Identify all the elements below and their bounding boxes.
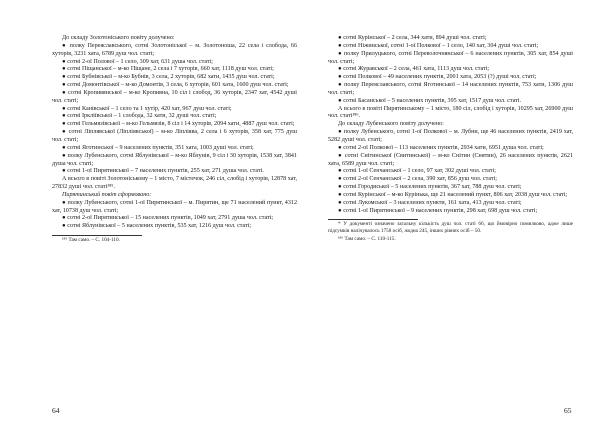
list-item: ● сотні Бубнівської – м-ко Бубнів, 3 села, 2 хуторів, 682 хати, 1435 душ чол. статі; <box>62 74 275 81</box>
section-intro-lubny: До складу Лубенського повіту долучено: <box>338 121 444 128</box>
list-item: ● сотні Ніжинської, сотні 1-ої Полкової – 1 село, 140 хат, 304 душі чол. статі; <box>338 42 539 49</box>
list-item: ● полку Лубенського, сотні Яблунівської – м-ко Яблунів, 9 сіл і 30 хуторів, 1538 хат, 3841 душа чол. статі; <box>52 152 297 167</box>
list-item: ● сотні Басанської – 5 населених пунктів, 395 хат, 1517 душ чол. статі. <box>338 97 522 104</box>
footnote-185: ¹⁸⁵ Там само. – С. 104-110. <box>62 237 120 244</box>
list-item: ● полку Переяславського, сотні Золотоніської – м. Золотоноша, 22 села і слобода, 66 хуторів, 3231 хата, 6789 душ чол. статі; <box>52 42 297 57</box>
summary-zolotonosha: А всього в повіті Золотоніському – 1 місто, 7 містечок, 246 сіл, слобід і хуторів, 12878 хат, 27832 душі чол. статі¹⁸⁵. <box>52 176 297 191</box>
section-intro-pyriatyn: Пирятинський повіт сформовано: <box>62 191 152 198</box>
list-item: ● сотні 2-ої Полкової – 113 населених пунктів, 2934 хати, 6951 душа чол. статі; <box>338 144 544 151</box>
left-page <box>52 35 297 244</box>
list-item: ● сотні Городиської – 5 населених пунктів, 367 хат, 788 душ чол. статі; <box>338 184 522 191</box>
footnote-asterisk: * У документі означено загальну кількість душ чол. статі 66, що ймовірно помилково, адже лише підсумків налічувалось 1758 осіб, жодна 245, інших рівних осіб – 50. <box>328 221 573 234</box>
list-item: ● сотні Домонтівської – м-ко Домонтів, 3 села, 6 хуторів, 601 хата, 1600 душ чол. статі; <box>62 82 289 89</box>
page-number-right: 65 <box>564 406 572 415</box>
footnote-divider <box>52 235 142 236</box>
list-item: ● сотні 1-ої Сенчанської – 1 село, 97 хат, 302 душі чол. статі; <box>338 168 496 175</box>
list-item: ● сотні Яготинської – 9 населених пунктів, 351 хата, 1003 душі чол. статі; <box>62 144 254 151</box>
list-item: ● полку Лубенського, сотні 1-ої Полкової – м. Лубни, ще 46 населених пунктів, 2419 хат, 5282 душі чол. статі; <box>328 129 573 143</box>
summary-pyriatyn: А всього в повіті Пирятинському – 1 місто, 180 сіл, слобід і хуторів, 10295 хат, 26900 душ чол. статі¹⁸⁶. <box>328 105 573 120</box>
list-item: ● сотні 1-ої Пирятинської – 9 населених пунктів, 298 хат, 698 душ чол. статі; <box>338 207 538 214</box>
list-item: ● сотні Курінської – 2 села, 344 хати, 894 душі чол. статі; <box>338 35 487 41</box>
list-item: ● сотні Курінської – м-ко Курінька, ще 21 населений пункт, 806 хат, 2038 душ чол. статі; <box>338 191 568 198</box>
list-item: ● сотні 2-ої Пирятинської – 15 населених пунктів, 1049 хат, 2791 душа чол. статі; <box>62 215 274 222</box>
list-item: ● сотні Канівської – 1 село та 1 хутір, 420 хат, 967 душ чол. статі; <box>62 105 232 112</box>
list-item: ● сотні Снітинської (Свитинської) – м-ко Снітин (Снятин), 26 населених пунктів, 2621 хата, 6589 душ чол. статі; <box>328 152 573 167</box>
footnote-186: ¹⁸⁶ Там само. – С. 110-115. <box>338 235 396 242</box>
list-item: ● сотні Яблунівської – 5 населених пунктів, 535 хат, 1216 душ чол. статі; <box>62 223 252 230</box>
list-item: ● полку Переяславського, сотні Яготинської – 14 населених пунктів, 753 хати, 1306 душ чол. статі; <box>328 82 573 96</box>
list-item: ● сотні Піщанської – м-ко Піщане, 2 села і 7 хуторів, 660 хат, 1118 душ чол. статі; <box>62 66 274 73</box>
list-item: ● сотні 2-ої Сенчанської – 2 села, 390 хат, 856 душ чол. статі; <box>338 176 497 183</box>
list-item: ● полку Прилуцького, сотні Переволочнянської – 6 населених пунктів, 305 хат, 854 душі чол. статі; <box>328 50 573 65</box>
list-item: ● сотні Гельмязівської – м-ко Гельмязів, 8 сіл і 14 хуторів, 2094 хати, 4887 душ чол. статі; <box>62 121 295 128</box>
list-item: ● сотні 1-ої Пирятинської – 7 населених пунктів, 255 хат, 271 душа чол. статі. <box>62 168 264 175</box>
list-item: ● полку Лубенського, сотні 1-ої Пирятинської – м. Пирятин, ще 71 населений пункт, 4312 хат, 10738 душ чол. статі; <box>52 199 297 214</box>
list-item: ● сотні Кропивянської – м-ко Кропивна, 10 сіл і слобод, 36 хуторів, 2347 хат, 4542 душі чол. статі; <box>52 89 297 104</box>
list-item: ● сотні Журавської – 2 села, 461 хата, 1113 душ чол. статі; <box>338 66 490 73</box>
list-item: ● сотні Лукомської – 3 населених пункти, 161 хата, 413 душ чол. статі; <box>338 199 522 206</box>
list-item: ● сотні Ліплявської (Ліпліявської) – м-ко Ліпліява, 2 села і 6 хуторів, 358 хат, 775 душ чол. статі; <box>52 129 297 143</box>
list-item: ● сотні Іркліївської – 1 слобода, 32 хати, 32 душі чол. статі; <box>62 113 217 120</box>
list-item: ● сотні 2-ої Полової – 1 село, 309 хат, 631 душа чол. статі; <box>62 58 213 65</box>
list-item: ● сотні Полкової – 49 населених пунктів, 2001 хата, 2053 (?) душі чол. статі; <box>338 74 537 81</box>
right-page <box>328 35 573 242</box>
page-number-left: 64 <box>52 406 60 415</box>
section-intro-zolotonosha: До складу Золотоніського повіту долучено: <box>62 35 175 41</box>
